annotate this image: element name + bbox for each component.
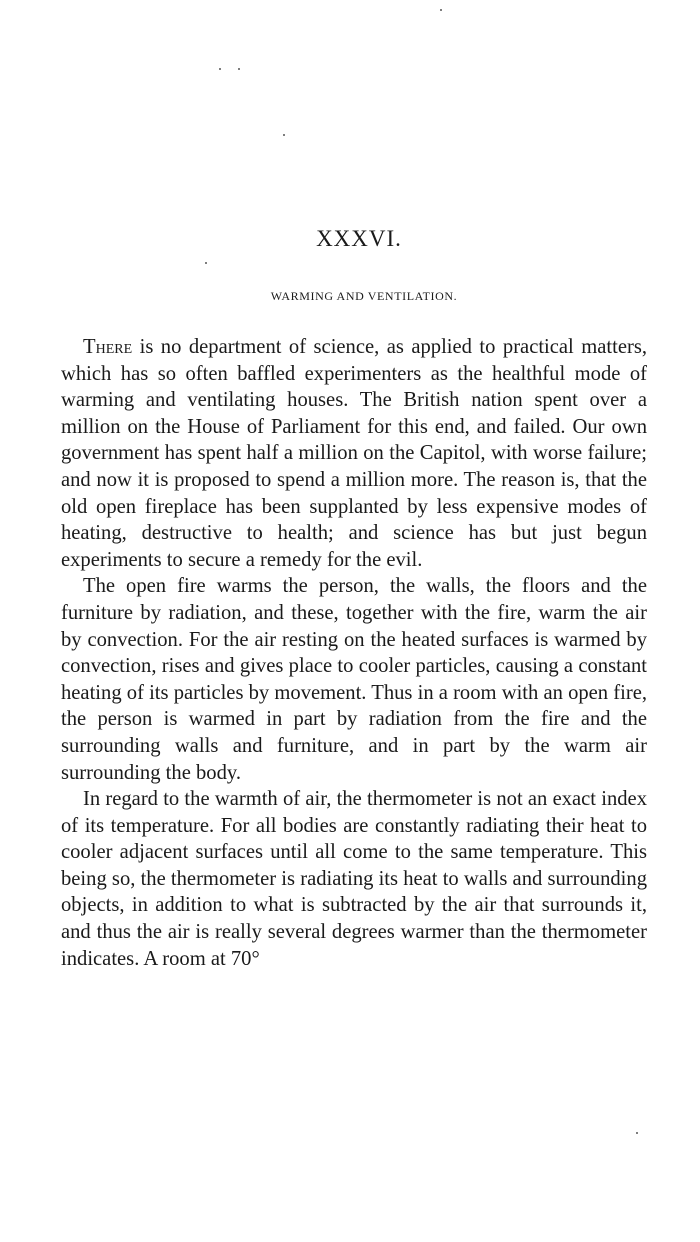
- print-speck: [219, 68, 221, 70]
- paragraph-2: [61, 573, 647, 786]
- chapter-title: WARMING AND VENTILATION.: [270, 289, 458, 303]
- print-speck: [636, 1132, 638, 1134]
- print-speck: [440, 9, 442, 11]
- paragraph-text: The open fire warms the person, the walls, the floors and the furniture by radiation, and these, together with the fire, warm the air by convection. For the air resting on the heated surfaces is warmed by convection, rises and gives place to cooler particles, causing a constant heating of its particles by movement. Thus in a room with an open fire, the person is warmed in part by radiation from the fire and the surrounding walls and furniture, and in part by the warm air surrounding the body.: [61, 575, 647, 784]
- chapter-body: [61, 334, 647, 972]
- print-speck: [205, 262, 207, 264]
- print-speck: [238, 68, 240, 70]
- paragraph-3: [61, 786, 647, 972]
- print-speck: [283, 134, 285, 136]
- chapter-number: XXXVI.: [316, 226, 402, 251]
- paragraph-1: [61, 334, 647, 573]
- opening-word: There: [83, 336, 133, 358]
- paragraph-text: is no department of science, as applied to practical matters, which has so often baffled experimenters as the healthful mode of warming and ventilating houses. The British nation spent over a million on the House of Parliament for this end, and failed. Our own government has spent half a million on the Capitol, with worse failure; and now it is proposed to spend a million more. The reason is, that the old open fireplace has been supplanted by less expensive modes of heating, destructive to health; and science has but just begun experiments to secure a remedy for the evil.: [61, 336, 647, 571]
- paragraph-text: In regard to the warmth of air, the thermometer is not an exact index of its temperature. For all bodies are constantly radiating their heat to cooler adjacent surfaces until all come to the same temperature. This being so, the thermometer is radiating its heat to walls and surrounding objects, in addition to what is subtracted by the air that surrounds it, and thus the air is really several degrees warmer than the thermometer indicates. A room at 70°: [61, 788, 647, 970]
